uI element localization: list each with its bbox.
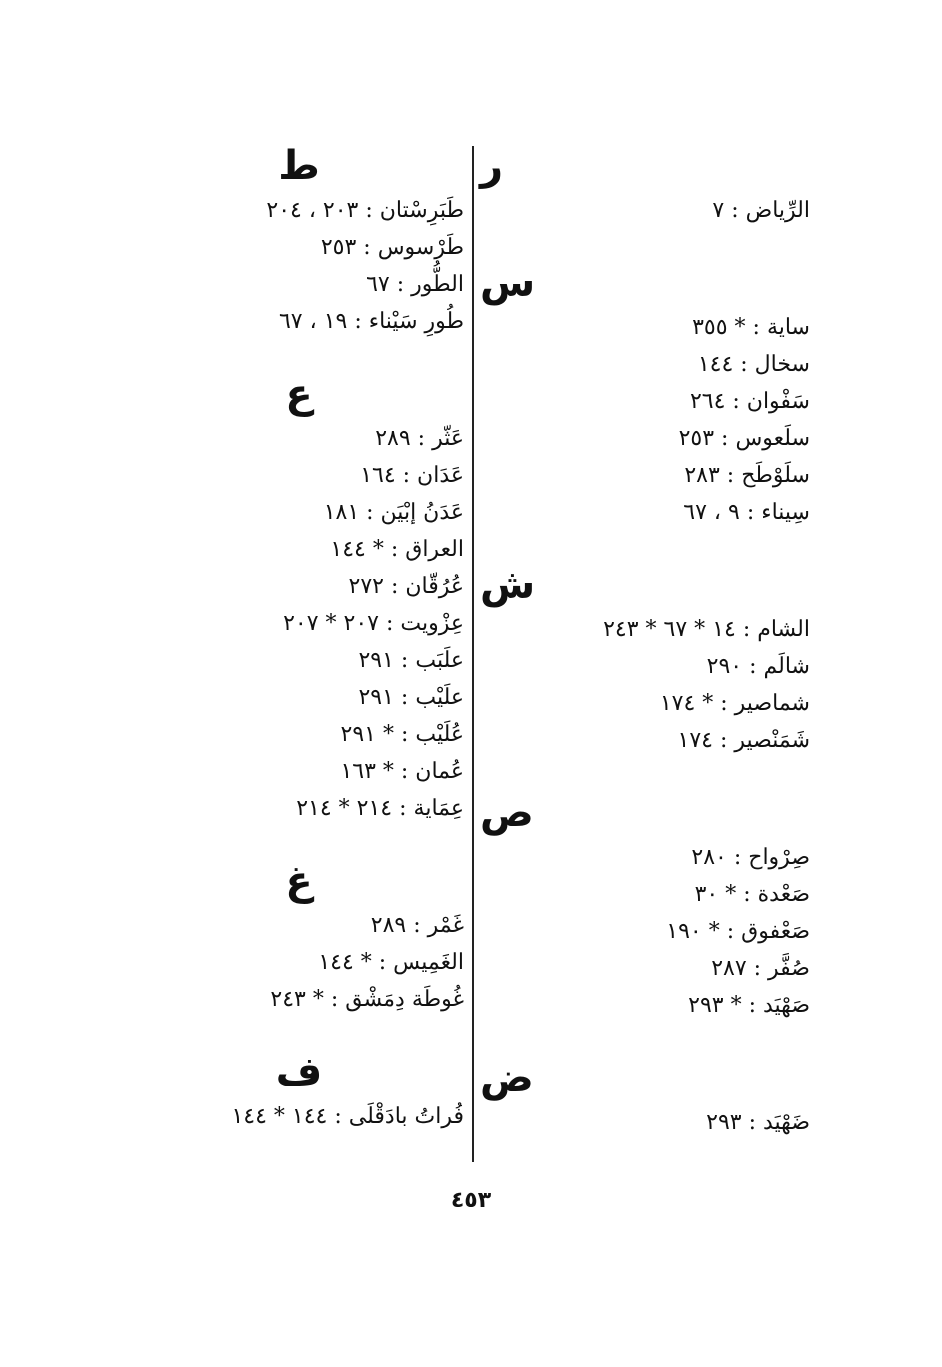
index-entry: علَيْب : ٢٩١ bbox=[358, 685, 464, 710]
index-entry: الرِّياض : ٧ bbox=[712, 198, 810, 223]
section-dad bbox=[480, 1052, 810, 1141]
index-entry: صَعْفوق : * ١٩٠ bbox=[666, 919, 810, 944]
section-letter: ض bbox=[480, 1055, 534, 1101]
index-entry: صُفَّر : ٢٨٧ bbox=[711, 956, 810, 981]
index-entry: غَمْر : ٢٨٩ bbox=[370, 913, 464, 938]
index-entry: ساية : * ٣٥٥ bbox=[692, 315, 810, 340]
index-entry: صَهْيَد : * ٢٩٣ bbox=[688, 993, 810, 1018]
index-entry: سلَعوس : ٢٥٣ bbox=[678, 426, 810, 451]
section-letter: ر bbox=[480, 143, 504, 189]
section-letter: س bbox=[480, 260, 536, 306]
index-entry: عِمَاية : ٢١٤ * ٢١٤ bbox=[296, 796, 464, 821]
index-entry: عُرُقّان : ٢٧٢ bbox=[348, 574, 464, 599]
index-entry: شالَم : ٢٩٠ bbox=[706, 654, 810, 679]
index-entry: عُمان : * ١٦٣ bbox=[340, 759, 464, 784]
index-entry: سلَوْطَح : ٢٨٣ bbox=[684, 463, 810, 488]
column-divider bbox=[472, 146, 474, 1162]
right-index-column bbox=[480, 140, 810, 1141]
index-entry: علَبَب : ٢٩١ bbox=[358, 648, 464, 673]
index-entry: صَعْدة : * ٣٠ bbox=[694, 882, 810, 907]
index-entry: شماصير : * ١٧٤ bbox=[659, 691, 810, 716]
section-shin bbox=[480, 559, 810, 759]
index-entry: سخال : ١٤٤ bbox=[697, 352, 810, 377]
section-ghain bbox=[134, 855, 464, 1018]
index-entry: ضَهْيَد : ٢٩٣ bbox=[706, 1110, 810, 1135]
section-ain bbox=[134, 368, 464, 827]
index-entry: طَبَرِسْتان : ٢٠٣ ، ٢٠٤ bbox=[266, 198, 464, 223]
index-entry: شَمَنْصير : ١٧٤ bbox=[677, 728, 810, 753]
section-letter: ط bbox=[278, 143, 320, 189]
page-number: ٤٥٣ bbox=[450, 1188, 492, 1213]
section-ta bbox=[134, 140, 464, 340]
index-entry: عَدَان : ١٦٤ bbox=[360, 463, 464, 488]
section-letter: ف bbox=[275, 1049, 323, 1095]
section-sin bbox=[480, 257, 810, 531]
index-entry: عَدَنُ إبْيَن : ١٨١ bbox=[323, 500, 464, 525]
section-ra bbox=[480, 140, 810, 229]
index-entry: طَرْسوس : ٢٥٣ bbox=[320, 235, 464, 260]
left-index-column bbox=[134, 140, 464, 1135]
section-fa bbox=[134, 1046, 464, 1135]
section-letter: ع bbox=[285, 371, 313, 417]
index-entry: فُراتُ بادَقْلَى : ١٤٤ * ١٤٤ bbox=[231, 1104, 464, 1129]
index-entry: الشام : ١٤ * ٦٧ * ٢٤٣ bbox=[603, 617, 810, 642]
index-entry: عِزْويت : ٢٠٧ * ٢٠٧ bbox=[283, 611, 464, 636]
index-entry: طُورِ سَيْناء : ١٩ ، ٦٧ bbox=[278, 309, 464, 334]
section-letter: غ bbox=[285, 858, 313, 904]
index-entry: الطُّور : ٦٧ bbox=[366, 272, 464, 297]
section-sad bbox=[480, 787, 810, 1024]
section-letter: ص bbox=[480, 790, 534, 836]
index-entry: عُلَيْب : * ٢٩١ bbox=[340, 722, 464, 747]
index-entry: سِيناء : ٩ ، ٦٧ bbox=[683, 500, 810, 525]
section-letter: ش bbox=[480, 562, 536, 608]
index-entry: سَفْوان : ٢٦٤ bbox=[689, 389, 810, 414]
index-entry: غُوطَة دِمَشْق : * ٢٤٣ bbox=[270, 987, 464, 1012]
index-entry: عَثّر : ٢٨٩ bbox=[375, 426, 464, 451]
index-entry: صِرْواح : ٢٨٠ bbox=[691, 845, 810, 870]
index-entry: الغَمِيس : * ١٤٤ bbox=[318, 950, 464, 975]
index-entry: العراق : * ١٤٤ bbox=[330, 537, 464, 562]
